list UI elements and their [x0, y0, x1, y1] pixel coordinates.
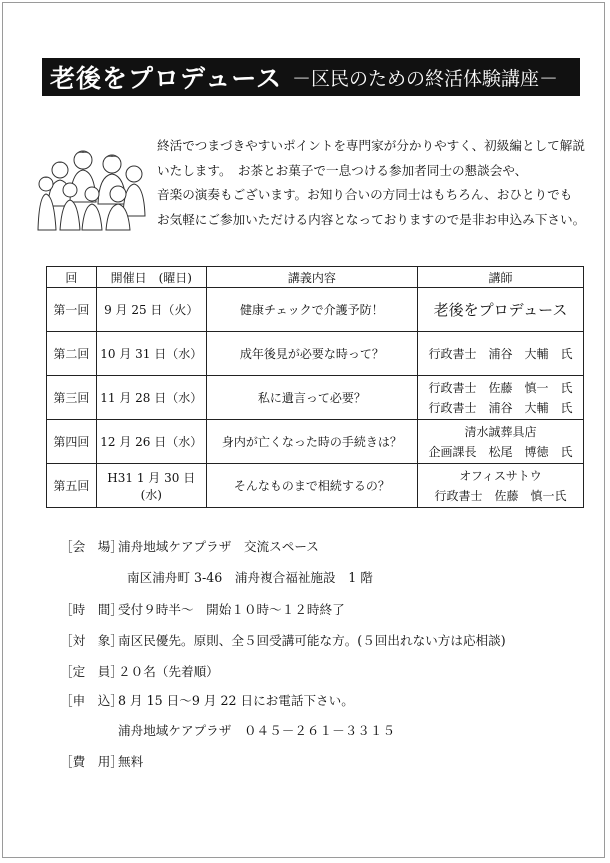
apply-row: [60, 690, 354, 709]
date-cell: 10 月 31 日（水）: [96, 332, 206, 376]
lecturer-cell: [418, 464, 584, 508]
lecturer-line: 行政書士 佐藤 慎一氏: [434, 488, 567, 503]
fee-label: ［費 用］: [60, 754, 123, 769]
time-label: ［時 間］: [60, 602, 123, 617]
intro-line: 終活でつまづきやすいポイントを専門家が分かりやすく、初級編として解説: [157, 138, 585, 153]
header-date: 開催日 (曜日): [96, 267, 206, 288]
lecturer-line: 企画課長 松尾 博徳 氏: [428, 444, 573, 459]
session-cell: 第三回: [47, 376, 97, 420]
header-session: 回: [47, 267, 97, 288]
lecturer-cell: [418, 420, 584, 464]
topic-cell: 成年後見が必要な時って？: [206, 332, 417, 376]
venue-row: [60, 536, 319, 555]
apply-contact: 浦舟地域ケアプラザ ０４５－２６１－３３１５: [118, 723, 396, 738]
target-row: [60, 630, 506, 649]
intro-line: いたします。 お茶とお菓子で一息つける参加者同士の懇談会や、: [157, 162, 528, 178]
subtitle: －区民のための終活体験講座－: [292, 67, 559, 90]
schedule-table: [46, 266, 584, 508]
lecturer-line: 行政書士 浦谷 大輔 氏: [428, 346, 573, 361]
lecturer-cell: [418, 332, 584, 376]
lecturer-line: 行政書士 浦谷 大輔 氏: [428, 400, 573, 415]
table-row: [47, 420, 584, 464]
table-row: [47, 464, 584, 508]
venue-label: ［会 場］: [60, 539, 123, 554]
venue-address: 南区浦舟町 3-46 浦舟複合福祉施設 1 階: [127, 570, 373, 585]
target-value: 南区民優先。原則、全５回受講可能な方。(５回出れない方は応相談): [118, 633, 506, 648]
intro-line: お気軽にご参加いただける内容となっておりますので是非お申込み下さい。: [157, 211, 586, 227]
lecturer-line: オフィスサトウ: [459, 468, 542, 483]
session-cell: 第四回: [47, 420, 97, 464]
time-row: [60, 599, 345, 618]
topic-cell: 健康チェックで介護予防！: [206, 288, 417, 332]
main-title: 老後をプロデュース: [50, 64, 283, 93]
lecturer-line: 行政書士 佐藤 慎一 氏: [428, 380, 573, 395]
header-topic: 講義内容: [206, 267, 417, 288]
table-row: [47, 288, 584, 332]
venue-value: 浦舟地域ケアプラザ 交流スペース: [118, 539, 319, 554]
capacity-label: ［定 員］: [60, 664, 123, 679]
topic-cell: 身内が亡くなった時の手続きは？: [206, 420, 417, 464]
fee-row: [60, 751, 143, 770]
target-label: ［対 象］: [60, 633, 123, 648]
title-banner: [42, 58, 580, 96]
lecturer-line: 清水誠葬具店: [464, 424, 537, 439]
time-value: 受付９時半～ 開始１０時～１２時終了: [118, 602, 345, 617]
session-cell: 第二回: [47, 332, 97, 376]
apply-value: 8 月 15 日～9 月 22 日にお電話下さい。: [118, 693, 354, 708]
header-lecturer: 講師: [418, 267, 584, 288]
table-row: [47, 376, 584, 420]
lecturer-cell: [418, 288, 584, 332]
date-cell: 11 月 28 日（水）: [96, 376, 206, 420]
lecturer-line: 老後をプロデュース: [433, 300, 568, 319]
topic-cell: 私に遺言って必要？: [206, 376, 417, 420]
date-cell: H31 1 月 30 日(水): [96, 464, 206, 508]
lecturer-cell: [418, 376, 584, 420]
topic-cell: そんなものまで相続するの？: [206, 464, 417, 508]
intro-line: 音楽の演奏もございます。お知り合いの方同士はもちろん、おひとりでも: [157, 187, 573, 202]
people-illustration: [36, 146, 148, 232]
apply-label: ［申 込］: [60, 693, 123, 708]
capacity-row: [60, 661, 219, 680]
capacity-value: ２０名（先着順）: [118, 664, 219, 679]
session-cell: 第一回: [47, 288, 97, 332]
intro-text: [157, 134, 587, 232]
date-cell: 12 月 26 日（水）: [96, 420, 206, 464]
session-cell: 第五回: [47, 464, 97, 508]
table-row: [47, 332, 584, 376]
fee-value: 無料: [118, 754, 144, 769]
table-header-row: [47, 267, 584, 288]
date-cell: 9 月 25 日（火）: [96, 288, 206, 332]
